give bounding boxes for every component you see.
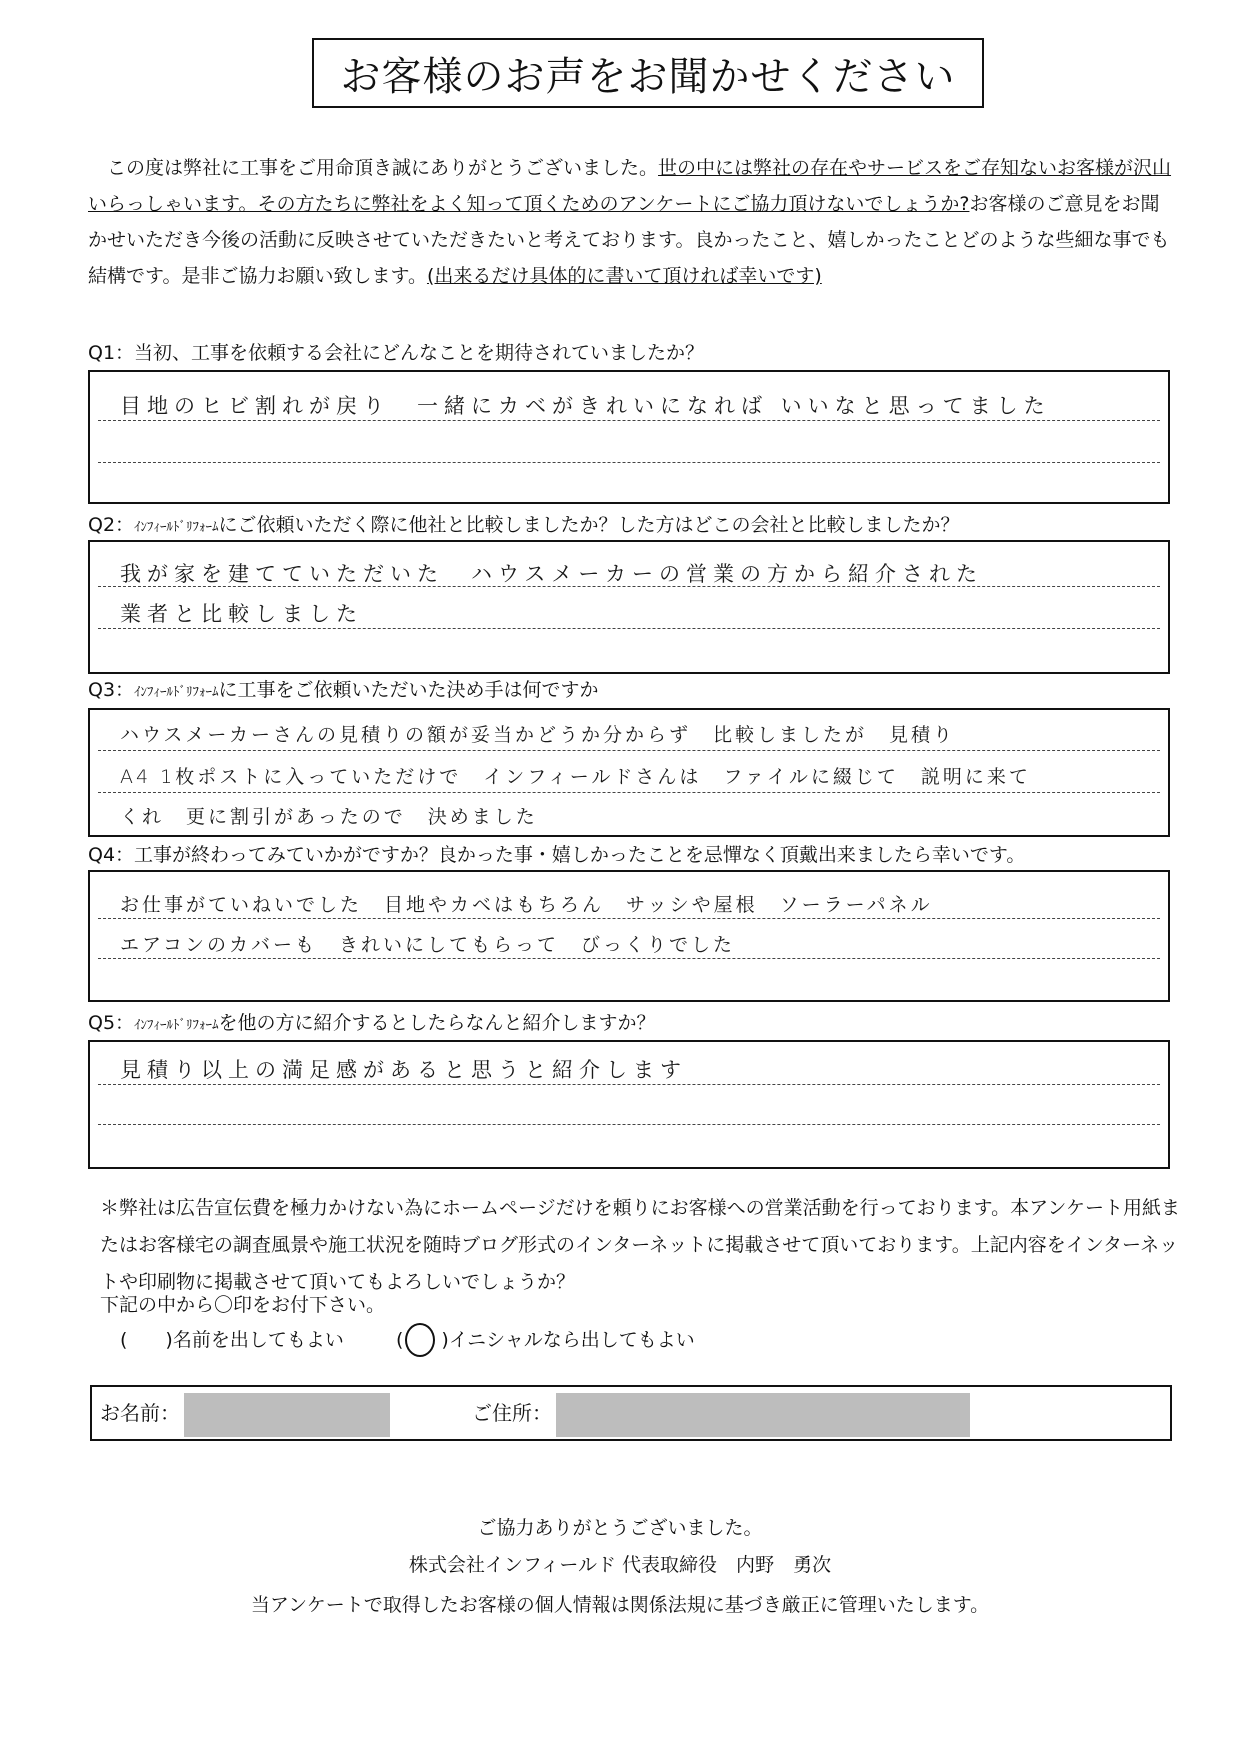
company-name-small: ｲﾝﾌｨｰﾙﾄﾞﾘﾌｫｰﾑ <box>134 685 219 700</box>
question-2-answer-line: 我が家を建てていただいた ハウスメーカーの営業の方から紹介された <box>120 562 983 586</box>
question-1-answer-line: 目地のヒビ割れが戻り 一緒にカベがきれいになれば いいなと思ってました <box>120 394 1051 418</box>
question-3-answer-line: A4 1枚ポストに入っていただけで インフィールドさんは ファイルに綴じて 説明に来て <box>120 766 1031 788</box>
question-3-answer-line: くれ 更に割引があったので 決めました <box>120 806 538 828</box>
intro-paragraph <box>88 150 1178 294</box>
question-2-label <box>88 510 960 537</box>
address-redacted <box>556 1393 970 1437</box>
question-1-label: Q1：当初、工事を依頼する会社にどんなことを期待されていましたか？ <box>88 342 705 364</box>
question-3-text: に工事をご依頼いただいた決め手は何ですか <box>218 679 599 701</box>
question-3-label <box>88 675 599 702</box>
choice-name-ok-label: 名前を出してもよい <box>172 1329 344 1351</box>
name-label: お名前： <box>100 1401 180 1425</box>
question-2-prefix: Q2： <box>88 514 135 536</box>
signature-box <box>90 1385 1172 1441</box>
choice-initials-ok-label: イニシャルなら出してもよい <box>448 1329 695 1351</box>
question-5-answer-box <box>88 1040 1170 1169</box>
question-3-prefix: Q3： <box>88 679 135 701</box>
company-name-small: ｲﾝﾌｨｰﾙﾄﾞﾘﾌｫｰﾑ <box>134 520 219 535</box>
page-title: お客様のお声をお聞かせください <box>312 38 984 108</box>
choice-name-ok-paren: ( ) <box>120 1329 173 1351</box>
question-4-answer-line: お仕事がていねいでした 目地やカベはもちろん サッシや屋根 ソーラーパネル <box>120 894 933 916</box>
footer-thanks: ご協力ありがとうございました。 <box>477 1517 763 1539</box>
question-5-answer-line: 見積り以上の満足感があると思うと紹介します <box>120 1058 687 1082</box>
footer-privacy: 当アンケートで取得したお客様の個人情報は関係法規に基づき厳正に管理いたします。 <box>250 1594 990 1616</box>
question-2-answer-box <box>88 540 1170 674</box>
footer-company: 株式会社インフィールド 代表取締役 内野 勇次 <box>408 1554 832 1576</box>
question-4-answer-line: エアコンのカバーも きれいにしてもらって びっくりでした <box>120 934 736 956</box>
instruction-text: 下記の中から〇印をお付下さい。 <box>100 1294 386 1316</box>
question-4-answer-box <box>88 870 1170 1002</box>
question-4-label: Q4：工事が終わってみていかがですか？良かった事・嬉しかったことを忌憚なく頂戴出来ましたら幸いです。 <box>88 844 1026 866</box>
question-1-answer-box <box>88 370 1170 504</box>
question-3-answer-box <box>88 708 1170 837</box>
publication-notice: ＊弊社は広告宣伝費を極力かけない為にホームページだけを頼りにお客様への営業活動を行っております。本アンケート用紙またはお客様宅の調査風景や施工状況を随時ブログ形式のインターネットに掲載させて頂いております。上記内容をインターネットや印刷物に掲載させて頂いてもよろしいでしょうか？ <box>100 1197 1180 1293</box>
name-redacted <box>184 1393 390 1437</box>
intro-text-underlined: 世の中には弊社の存在やサービスをご存知ないお客様が沢山いらっしゃいます。その方たちに弊社をよく知って頂くためのアンケートにご協力頂けないでしょうか? <box>88 157 1172 215</box>
question-5-prefix: Q5： <box>88 1012 135 1034</box>
choice-name-ok[interactable] <box>120 1325 344 1352</box>
company-name-small: ｲﾝﾌｨｰﾙﾄﾞﾘﾌｫｰﾑ <box>134 1018 219 1033</box>
intro-text-note: (出来るだけ具体的に書いて頂ければ幸いです) <box>426 265 822 287</box>
question-3-answer-line: ハウスメーカーさんの見積りの額が妥当かどうか分からず 比較しましたが 見積り <box>120 724 956 746</box>
choice-initials-ok-paren: ( ) <box>396 1329 449 1351</box>
question-2-text: にご依頼いただく際に他社と比較しましたか？した方はどこの会社と比較しましたか？ <box>218 514 960 536</box>
intro-text-1: この度は弊社に工事をご用命頂き誠にありがとうございました。 <box>88 157 659 179</box>
choice-initials-ok[interactable] <box>396 1325 695 1352</box>
address-label: ご住所： <box>472 1401 552 1425</box>
question-5-label <box>88 1008 656 1035</box>
question-5-text: を他の方に紹介するとしたらなんと紹介しますか？ <box>218 1012 656 1034</box>
circled-selection-mark <box>405 1323 435 1357</box>
intro-text-3: お客様のご意見をお聞かせいただき今後の活動に反映させていただきたいと考えております。良かったこと、嬉しかったことどのような些細な事でも結構です。是非ご協力お願い致します。 <box>88 193 1170 287</box>
question-2-answer-line: 業者と比較しました <box>120 602 363 626</box>
